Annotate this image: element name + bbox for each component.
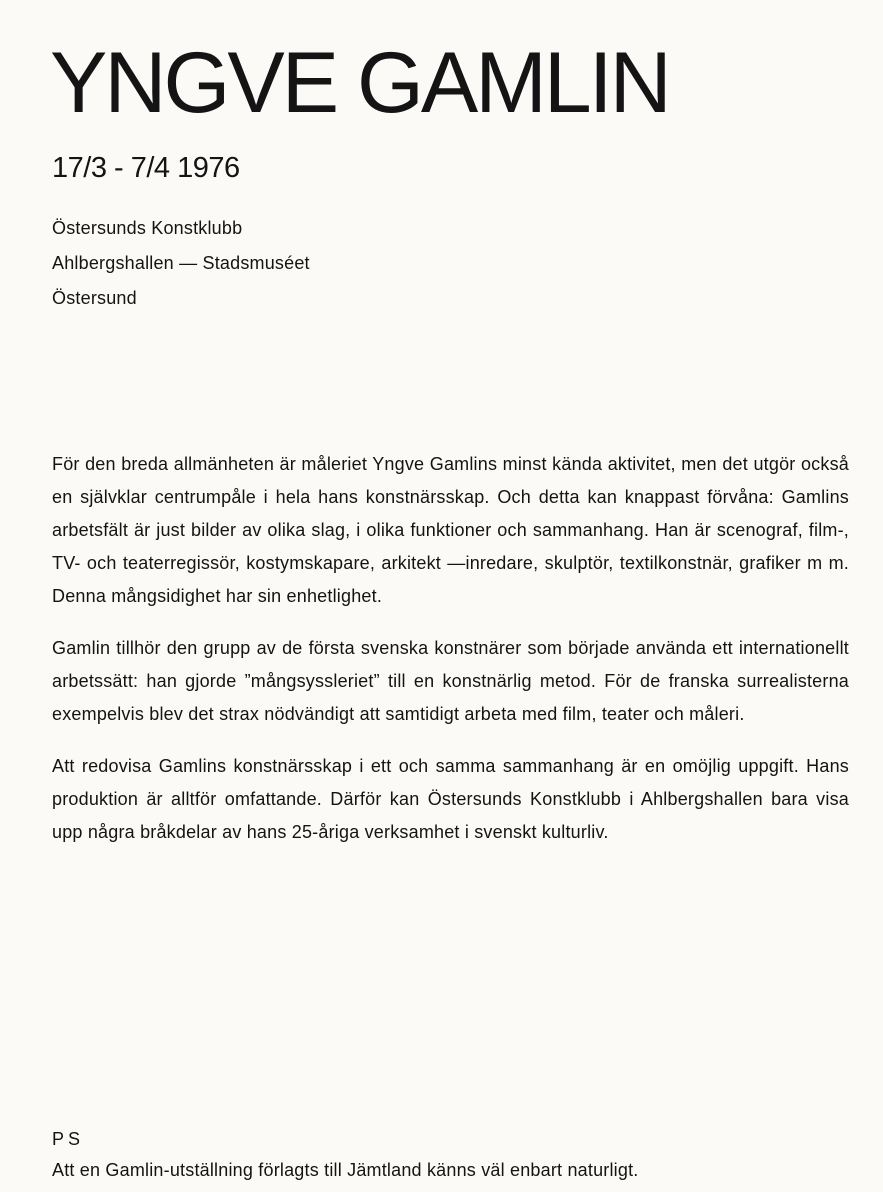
body-text bbox=[52, 448, 849, 868]
postscript-text: Att en Gamlin-utställning förlagts till Jämtland känns väl enbart naturligt. bbox=[52, 1160, 639, 1180]
venue-organizer: Östersunds Konstklubb bbox=[52, 218, 243, 238]
venue-location: Ahlbergshallen — Stadsmuséet bbox=[52, 253, 310, 273]
venue-block bbox=[52, 211, 310, 316]
artist-name-title: YNGVE GAMLIN bbox=[50, 35, 669, 131]
postscript-label: PS bbox=[52, 1129, 85, 1149]
exhibition-dates: 17/3 - 7/4 1976 bbox=[52, 152, 240, 184]
body-paragraph-1: För den breda allmänheten är måleriet Yngve Gamlins minst kända aktivitet, men det utgör också en självklar centrumpåle i hela hans konstnärsskap. Och detta kan knappast förvåna: Gamlins arbetsfält är just bilder av olika slag, i olika funktioner och sammanhang. Han är scenograf, film-, TV- och teaterregissör, kostymskapare, arkitekt —inredare, skulptör, textilkonstnär, grafiker m m. Denna mångsidighet har sin enhetlighet. bbox=[52, 454, 849, 606]
body-paragraph-3: Att redovisa Gamlins konstnärsskap i ett och samma sammanhang är en omöjlig uppgift. Hans produktion är alltför omfattande. Därför kan Östersunds Konstklubb i Ahlbergshallen bara visa upp några bråkdelar av hans 25-åriga verksamhet i svenskt kulturliv. bbox=[52, 756, 849, 842]
postscript bbox=[52, 1124, 638, 1186]
venue-city: Östersund bbox=[52, 288, 137, 308]
body-paragraph-2: Gamlin tillhör den grupp av de första svenska konstnärer som började använda ett internationellt arbetssätt: han gjorde ”mångsyssleriet” till en konstnärlig metod. För de franska surrealisterna exempelvis blev det strax nödvändigt att samtidigt arbeta med film, teater och måleri. bbox=[52, 638, 849, 724]
